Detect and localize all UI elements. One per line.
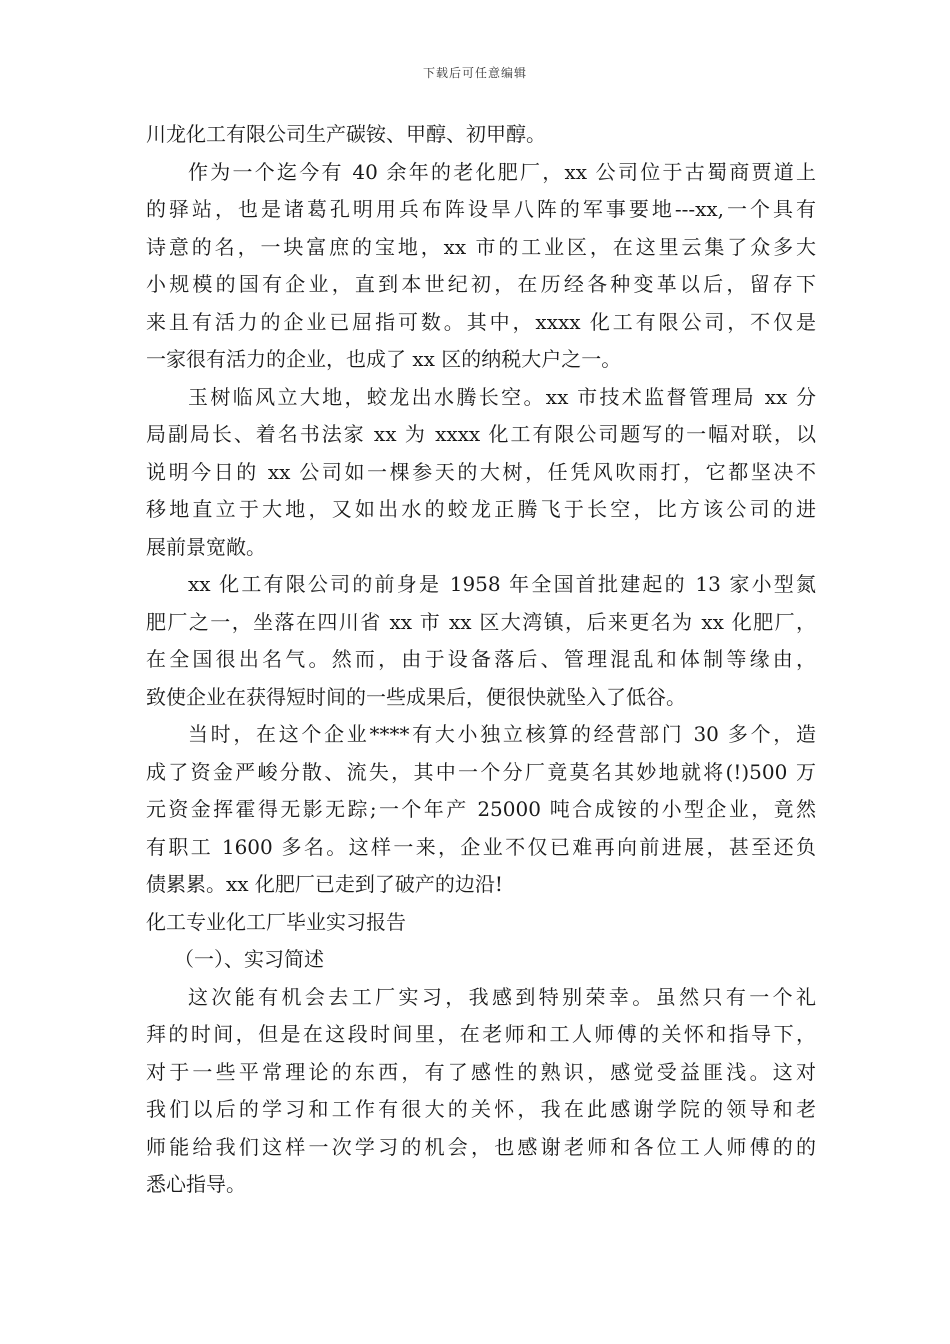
paragraph-line: 诗意的名，一块富庶的宝地，xx 市的工业区，在这里云集了众多大 <box>146 234 816 259</box>
paragraph-line: 说明今日的 xx 公司如一棵参天的大树，任凭风吹雨打，它都坚决不 <box>146 459 816 484</box>
paragraph-line: 悉心指导。 <box>146 1172 246 1196</box>
paragraph-line: 作为一个迄今有 40 余年的老化肥厂，xx 公司位于古蜀商贾道上 <box>188 159 816 184</box>
page-header: 下载后可任意编辑 <box>422 66 527 80</box>
paragraph-line: 移地直立于大地，又如出水的蛟龙正腾飞于长空，比方该公司的进 <box>146 497 816 521</box>
paragraph-line: 致使企业在获得短时间的一些成果后，便很快就坠入了低谷。 <box>146 684 686 709</box>
paragraph-line: 债累累。xx 化肥厂已走到了破产的边沿! <box>146 872 503 896</box>
paragraph-line: 川龙化工有限公司生产碳铵、甲醇、初甲醇。 <box>146 122 546 146</box>
paragraph-line: 元资金挥霍得无影无踪;一个年产 25000 吨合成铵的小型企业，竟然 <box>146 797 816 821</box>
paragraph-line: xx 化工有限公司的前身是 1958 年全国首批建起的 13 家小型氮 <box>188 572 816 596</box>
document-body <box>146 116 816 1204</box>
paragraph-line: 局副局长、着名书法家 xx 为 xxxx 化工有限公司题写的一幅对联，以 <box>146 422 816 446</box>
paragraph-line: 小规模的国有企业，直到本世纪初，在历经各种变革以后，留存下 <box>146 272 816 296</box>
paragraph-line: 对于一些平常理论的东西，有了感性的熟识，感觉受益匪浅。这对 <box>146 1059 816 1084</box>
paragraph-line: 我们以后的学习和工作有很大的关怀，我在此感谢学院的领导和老 <box>146 1097 816 1121</box>
paragraph-line: 有职工 1600 多名。这样一来，企业不仅已难再向前进展，甚至还负 <box>146 834 816 859</box>
paragraph-line: 一家很有活力的企业，也成了 xx 区的纳税大户之一。 <box>146 347 622 371</box>
paragraph-line: 来且有活力的企业已屈指可数。其中，xxxx 化工有限公司，不仅是 <box>146 309 816 334</box>
paragraph-line: 在全国很出名气。然而，由于设备落后、管理混乱和体制等缘由， <box>146 647 816 671</box>
paragraph-line: 玉树临风立大地，蛟龙出水腾长空。xx 市技术监督管理局 xx 分 <box>188 384 816 409</box>
section-heading: 化工专业化工厂毕业实习报告 <box>146 909 406 934</box>
subsection-heading: （一）、实习简述 <box>174 947 324 971</box>
paragraph-line: 拜的时间，但是在这段时间里，在老师和工人师傅的关怀和指导下， <box>146 1022 816 1046</box>
paragraph-line: 的驿站，也是诸葛孔明用兵布阵设旱八阵的军事要地---xx,一个具有 <box>146 197 816 221</box>
paragraph-line: 肥厂之一，坐落在四川省 xx 市 xx 区大湾镇，后来更名为 xx 化肥厂， <box>146 609 816 634</box>
paragraph-line: 师能给我们这样一次学习的机会，也感谢老师和各位工人师傅的的 <box>146 1134 816 1159</box>
paragraph-line: 成了资金严峻分散、流失，其中一个分厂竟莫名其妙地就将(!)500 万 <box>146 759 816 784</box>
paragraph-line: 当时，在这个企业****有大小独立核算的经营部门 30 多个，造 <box>188 722 816 746</box>
paragraph-line: 这次能有机会去工厂实习，我感到特别荣幸。虽然只有一个礼 <box>188 984 816 1009</box>
paragraph-line: 展前景宽敞。 <box>146 534 266 559</box>
